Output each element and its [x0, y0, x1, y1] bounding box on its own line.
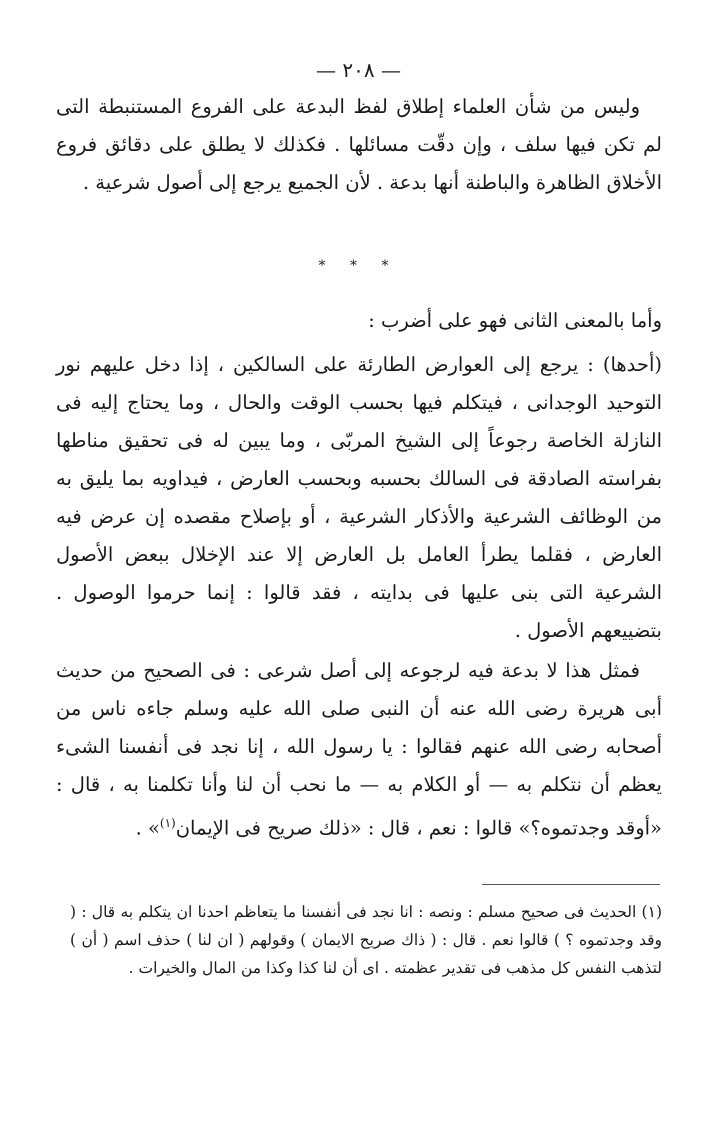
- paragraph-hadith-example: [56, 652, 662, 848]
- page-number: — ٢٠٨ —: [316, 58, 401, 82]
- hadith-text: فمثل هذا لا بدعة فيه لرجوعه إلى أصل شرعى : فى الصحيح من حديث أبى هريرة رضى الله عنه أن النبى صلى الله عليه وسلم جاءه ناس من أصحابه رضى الله عنهم فقالوا : يا رسول الله ، إنا نجد فى أنفسنا الشىء يعظم أن نتكلم به — أو الكلام به — ما نحب أن لنا وأنا تكلمنا به ، قال : «أوقد وجدتموه؟» قالوا : نعم ، قال : «ذلك صريح فى الإيمان: [56, 659, 662, 840]
- paragraph-first-type: (أحدها) : يرجع إلى العوارض الطارئة على السالكين ، إذا دخل عليهم نور التوحيد الوجدانى ، فيتكلم فيها بحسب الوقت والحال ، وما يحتاج إليه فى النازلة الخاصة رجوعاً إلى الشيخ المربّى ، وما يبين له فى تحقيق مناطها بفراسته الصادقة فى السالك بحسبه وبحسب العارض ، فيداويه بما يليق به من الوظائف الشرعية والأذكار الشرعية ، أو بإصلاح مقصده إن عرض فيه العارض ، فقلما يطرأ العامل بل العارض إلا عند الإخلال ببعض الأصول الشرعية التى بنى عليها فى بدايته ، فقد قالوا : إنما حرموا الوصول . بتضييعهم الأصول .: [56, 353, 662, 642]
- paragraph-innovation-definition: وليس من شأن العلماء إطلاق لفظ البدعة على الفروع المستنبطة التى لم تكن فيها سلف ، وإن دقّت مسائلها . فكذلك لا يطلق على دقائق فروع الأخلاق الظاهرة والباطنة أنها بدعة . لأن الجميع يرجع إلى أصول شرعية .: [56, 95, 662, 194]
- section-separator: * * *: [318, 258, 399, 274]
- footnote-divider: [482, 884, 660, 885]
- footnote: (١) الحديث فى صحيح مسلم : ونصه : انا نجد فى أنفسنا ما يتعاظم احدنا ان يتكلم به قال : ( وقد وجدتموه ؟ ) قالوا نعم . قال : ( ذاك صريح الايمان ) وقولهم ( ان لنا ) حذف اسم ( أن ) لتذهب النفس كل مذهب فى تقدير عظمته . اى أن لنا كذا وكذا من المال والخيرات .: [70, 903, 662, 977]
- hadith-text-end: » .: [135, 816, 160, 840]
- footnote-reference: (١): [159, 816, 176, 830]
- section-intro: وأما بالمعنى الثانى فهو على أضرب :: [368, 309, 662, 332]
